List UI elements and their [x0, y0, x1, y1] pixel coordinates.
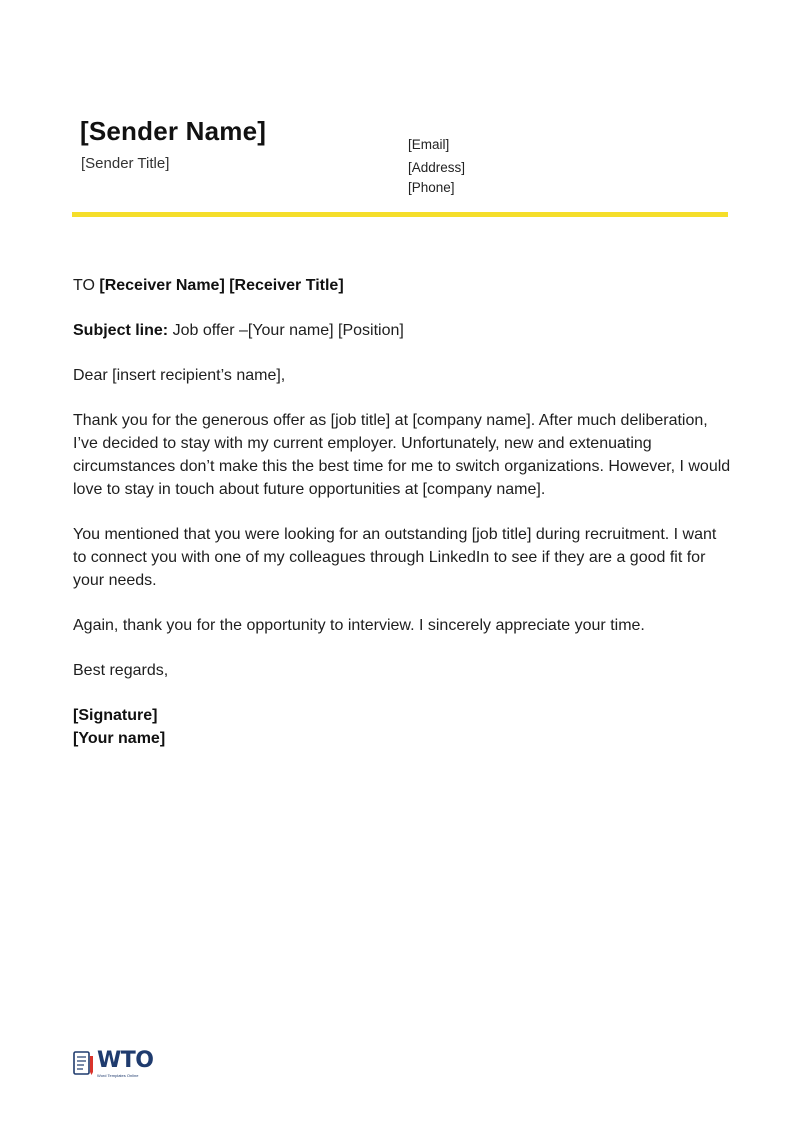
header-divider: [72, 212, 728, 217]
subject-label: Subject line:: [73, 322, 169, 339]
signature-block: [73, 704, 733, 750]
body-paragraph-1: Thank you for the generous offer as [job title] at [company name]. After much deliberation, I’ve decided to stay with my current employer. Unfortunately, new and extenuating circumstances don’t make this the best time for me to switch organizations. However, I would love to stay in touch about future opportunities at [company name].: [73, 412, 731, 498]
signature-line: [Signature]: [73, 707, 158, 724]
closing: Best regards,: [73, 662, 169, 679]
document-logo-icon: [73, 1050, 95, 1078]
subject-line: [73, 319, 733, 342]
contact-address: [Address]: [408, 160, 466, 175]
recipient-line: [73, 274, 733, 297]
logo-word: WTO: [97, 1048, 154, 1073]
contact-email: [Email]: [408, 137, 450, 152]
body-paragraph-3: Again, thank you for the opportunity to interview. I sincerely appreciate your time.: [73, 617, 645, 634]
sender-name: [Sender Name]: [80, 116, 267, 146]
your-name-line: [Your name]: [73, 730, 166, 747]
logo-tagline: Word Templates Online: [97, 1073, 139, 1078]
sender-title: [Sender Title]: [81, 155, 170, 172]
recipient-name-title: [Receiver Name] [Receiver Title]: [99, 277, 344, 294]
contact-block: [408, 135, 465, 198]
subject-text: Job offer –[Your name] [Position]: [168, 322, 404, 339]
body-paragraph-2: You mentioned that you were looking for an outstanding [job title] during recruitment. I want to connect you with one of my colleagues through LinkedIn to see if they are a good fit for your needs.: [73, 526, 717, 589]
salutation: Dear [insert recipient’s name],: [73, 367, 286, 384]
wto-logo: [73, 1050, 163, 1084]
recipient-prefix: TO: [73, 277, 100, 294]
letter-body: [73, 274, 733, 750]
logo-text: [97, 1050, 153, 1078]
contact-phone: [Phone]: [408, 180, 455, 195]
